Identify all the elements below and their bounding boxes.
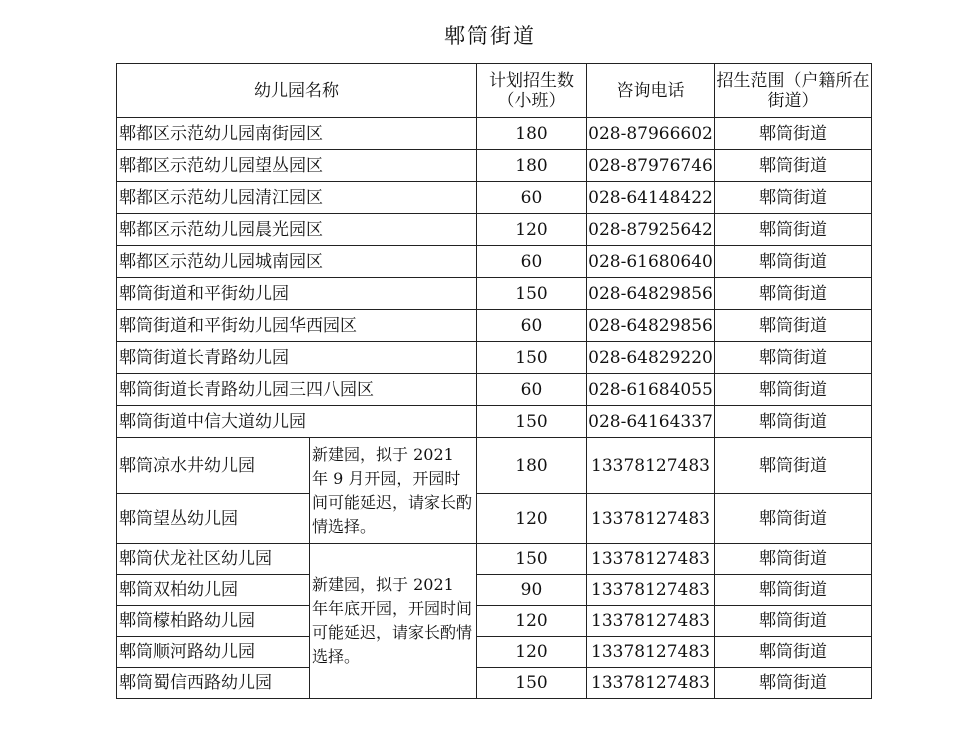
cell-scope: 郫筒街道: [715, 150, 872, 182]
cell-note-group2: 新建园，拟于 2021 年年底开园，开园时间可能延迟，请家长酌情选择。: [310, 544, 477, 699]
cell-plan: 120: [477, 494, 587, 544]
cell-name: 郫筒凉水井幼儿园: [117, 438, 310, 494]
cell-scope: 郫筒街道: [715, 310, 872, 342]
cell-plan: 60: [477, 246, 587, 278]
cell-phone: 13378127483: [587, 544, 715, 575]
kindergarten-table: [116, 63, 872, 699]
table-row: [117, 374, 872, 406]
table-row: [117, 575, 872, 606]
header-name: 幼儿园名称: [117, 64, 477, 118]
cell-plan: 180: [477, 438, 587, 494]
cell-name: 郫都区示范幼儿园城南园区: [117, 246, 477, 278]
table-row: [117, 494, 872, 544]
cell-phone: 13378127483: [587, 575, 715, 606]
cell-scope: 郫筒街道: [715, 668, 872, 699]
cell-note-group1: 新建园，拟于 2021 年 9 月开园，开园时间可能延迟，请家长酌情选择。: [310, 438, 477, 544]
cell-name: 郫筒双柏幼儿园: [117, 575, 310, 606]
cell-scope: 郫筒街道: [715, 278, 872, 310]
cell-scope: 郫筒街道: [715, 182, 872, 214]
cell-name: 郫筒蜀信西路幼儿园: [117, 668, 310, 699]
cell-name: 郫都区示范幼儿园望丛园区: [117, 150, 477, 182]
cell-phone: 028-61680640: [587, 246, 715, 278]
cell-plan: 150: [477, 278, 587, 310]
table-row: [117, 406, 872, 438]
cell-plan: 150: [477, 544, 587, 575]
cell-phone: 13378127483: [587, 637, 715, 668]
cell-phone: 028-61684055: [587, 374, 715, 406]
cell-phone: 13378127483: [587, 668, 715, 699]
cell-name: 郫筒伏龙社区幼儿园: [117, 544, 310, 575]
header-scope: [715, 64, 872, 118]
table-row: [117, 150, 872, 182]
cell-plan: 120: [477, 606, 587, 637]
cell-phone: 028-64148422: [587, 182, 715, 214]
cell-scope: 郫筒街道: [715, 374, 872, 406]
table-row: [117, 118, 872, 150]
cell-scope: 郫筒街道: [715, 494, 872, 544]
cell-scope: 郫筒街道: [715, 118, 872, 150]
cell-scope: 郫筒街道: [715, 575, 872, 606]
cell-plan: 120: [477, 214, 587, 246]
cell-scope: 郫筒街道: [715, 438, 872, 494]
table-row: [117, 637, 872, 668]
cell-plan: 150: [477, 668, 587, 699]
cell-plan: 180: [477, 150, 587, 182]
table-row: [117, 310, 872, 342]
cell-name: 郫筒街道和平街幼儿园: [117, 278, 477, 310]
cell-name: 郫筒街道长青路幼儿园三四八园区: [117, 374, 477, 406]
table-row: [117, 606, 872, 637]
table-row: [117, 668, 872, 699]
cell-name: 郫筒望丛幼儿园: [117, 494, 310, 544]
cell-plan: 60: [477, 374, 587, 406]
table-row: [117, 544, 872, 575]
page-title: 郫筒街道: [444, 24, 536, 48]
cell-name: 郫都区示范幼儿园清江园区: [117, 182, 477, 214]
cell-scope: 郫筒街道: [715, 214, 872, 246]
cell-name: 郫筒街道和平街幼儿园华西园区: [117, 310, 477, 342]
cell-phone: 028-64829856: [587, 278, 715, 310]
cell-phone: 028-64829220: [587, 342, 715, 374]
table-row: [117, 182, 872, 214]
cell-plan: 150: [477, 406, 587, 438]
cell-phone: 13378127483: [587, 438, 715, 494]
header-phone: 咨询电话: [587, 64, 715, 118]
table-row: [117, 278, 872, 310]
cell-plan: 150: [477, 342, 587, 374]
cell-phone: 13378127483: [587, 494, 715, 544]
table-row: [117, 214, 872, 246]
cell-name: 郫筒檬柏路幼儿园: [117, 606, 310, 637]
cell-phone: 028-87925642: [587, 214, 715, 246]
cell-phone: 028-64164337: [587, 406, 715, 438]
cell-scope: 郫筒街道: [715, 246, 872, 278]
cell-plan: 120: [477, 637, 587, 668]
cell-phone: 028-87976746: [587, 150, 715, 182]
cell-phone: 13378127483: [587, 606, 715, 637]
table-header-row: [117, 64, 872, 118]
header-plan: [477, 64, 587, 118]
cell-scope: 郫筒街道: [715, 637, 872, 668]
cell-phone: 028-64829856: [587, 310, 715, 342]
cell-name: 郫筒顺河路幼儿园: [117, 637, 310, 668]
cell-name: 郫都区示范幼儿园南街园区: [117, 118, 477, 150]
table-row: [117, 246, 872, 278]
header-scope-text: 招生范围（户籍所在街道）: [716, 70, 870, 111]
cell-name: 郫筒街道中信大道幼儿园: [117, 406, 477, 438]
cell-phone: 028-87966602: [587, 118, 715, 150]
cell-scope: 郫筒街道: [715, 544, 872, 575]
cell-name: 郫都区示范幼儿园晨光园区: [117, 214, 477, 246]
table-row: [117, 342, 872, 374]
cell-plan: 180: [477, 118, 587, 150]
cell-plan: 60: [477, 182, 587, 214]
cell-name: 郫筒街道长青路幼儿园: [117, 342, 477, 374]
cell-scope: 郫筒街道: [715, 606, 872, 637]
cell-scope: 郫筒街道: [715, 342, 872, 374]
header-plan-text: 计划招生数（小班）: [489, 70, 574, 111]
cell-scope: 郫筒街道: [715, 406, 872, 438]
table-row: [117, 438, 872, 494]
cell-plan: 60: [477, 310, 587, 342]
cell-plan: 90: [477, 575, 587, 606]
